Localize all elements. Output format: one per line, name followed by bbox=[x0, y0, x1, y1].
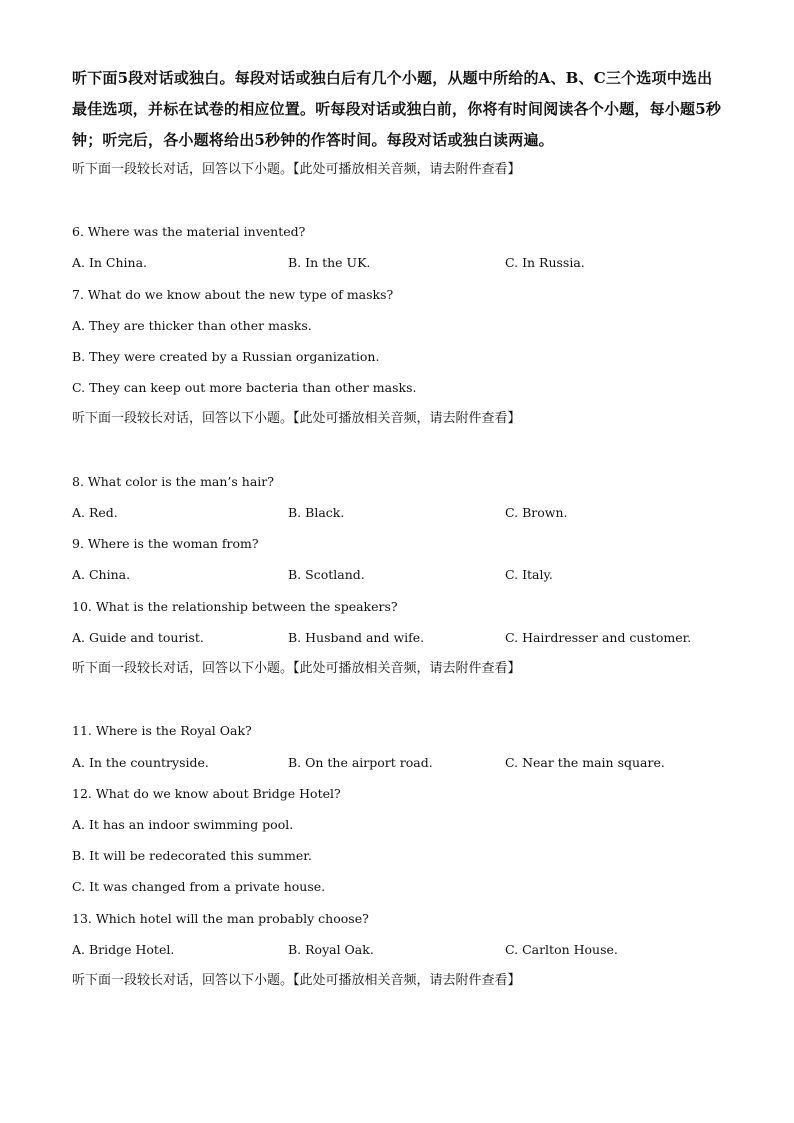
q12-option-a: A. It has an indoor swimming pool. bbox=[72, 817, 294, 832]
q7-option-c: C. They can keep out more bacteria than other masks. bbox=[72, 380, 417, 395]
q12-option-b: B. It will be redecorated this summer. bbox=[72, 848, 312, 863]
q12-option-c: C. It was changed from a private house. bbox=[72, 879, 326, 894]
q11-option-c: C. Near the main square. bbox=[505, 755, 665, 770]
question-9: 9. Where is the woman from? bbox=[72, 536, 259, 551]
q11-option-a: A. In the countryside. bbox=[72, 755, 209, 770]
question-11: 11. Where is the Royal Oak? bbox=[72, 723, 252, 738]
q10-option-c: C. Hairdresser and customer. bbox=[505, 630, 692, 645]
question-8: 8. What color is the man’s hair? bbox=[72, 474, 274, 489]
q13-option-a: A. Bridge Hotel. bbox=[72, 942, 175, 957]
q6-option-b: B. In the UK. bbox=[288, 255, 371, 270]
q8-option-b: B. Black. bbox=[288, 505, 345, 520]
section-note: 听下面一段较长对话，回答以下小题。【此处可播放相关音频，请去附件查看】 bbox=[72, 162, 521, 177]
section-note: 听下面一段较长对话，回答以下小题。【此处可播放相关音频，请去附件查看】 bbox=[72, 973, 521, 988]
question-6: 6. Where was the material invented? bbox=[72, 224, 306, 239]
q10-option-a: A. Guide and tourist. bbox=[72, 630, 204, 645]
section-instructions: 听下面5段对话或独白。每段对话或独白后有几个小题，从题中所给的A、B、C三个选项中选出最佳选项，并标在试卷的相应位置。听每段对话或独白前，你将有时间阅读各个小题，每小题5秒钟；听完后，各小题将给出5秒钟的作答时间。每段对话或独白读两遍。 bbox=[72, 69, 722, 149]
section-note: 听下面一段较长对话，回答以下小题。【此处可播放相关音频，请去附件查看】 bbox=[72, 411, 521, 426]
question-13: 13. Which hotel will the man probably choose? bbox=[72, 911, 369, 926]
q7-option-a: A. They are thicker than other masks. bbox=[72, 318, 312, 333]
q8-option-c: C. Brown. bbox=[505, 505, 568, 520]
q13-option-c: C. Carlton House. bbox=[505, 942, 618, 957]
q13-option-b: B. Royal Oak. bbox=[288, 942, 374, 957]
q7-option-b: B. They were created by a Russian organization. bbox=[72, 349, 380, 364]
question-12: 12. What do we know about Bridge Hotel? bbox=[72, 786, 341, 801]
q10-option-b: B. Husband and wife. bbox=[288, 630, 425, 645]
q6-option-c: C. In Russia. bbox=[505, 255, 585, 270]
q11-option-b: B. On the airport road. bbox=[288, 755, 433, 770]
q9-option-c: C. Italy. bbox=[505, 567, 553, 582]
q8-option-a: A. Red. bbox=[72, 505, 118, 520]
question-10: 10. What is the relationship between the speakers? bbox=[72, 599, 398, 614]
question-7: 7. What do we know about the new type of masks? bbox=[72, 287, 394, 302]
q9-option-b: B. Scotland. bbox=[288, 567, 365, 582]
section-note: 听下面一段较长对话，回答以下小题。【此处可播放相关音频，请去附件查看】 bbox=[72, 661, 521, 676]
q9-option-a: A. China. bbox=[72, 567, 131, 582]
q6-option-a: A. In China. bbox=[72, 255, 148, 270]
